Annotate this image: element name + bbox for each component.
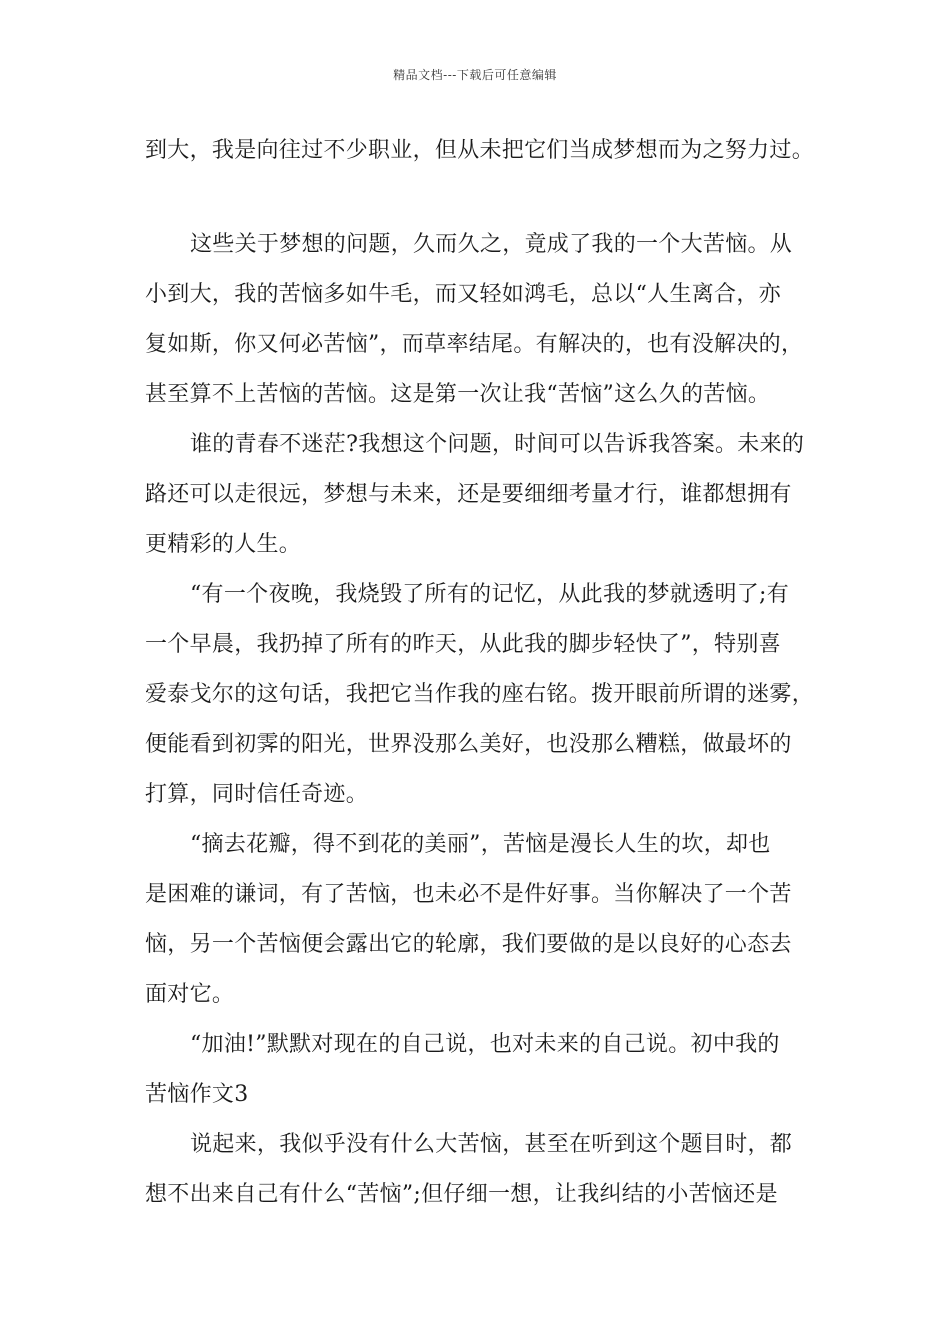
page-header: 精品文档---下载后可任意编辑 bbox=[393, 68, 557, 82]
text-line: 到大，我是向往过不少职业，但从未把它们当成梦想而为之努力过。 bbox=[145, 138, 815, 163]
text-line: 小到大，我的苦恼多如牛毛，而又轻如鸿毛，总以“人生离合，亦 bbox=[145, 282, 781, 307]
text-line: “加油!”默默对现在的自己说，也对未来的自己说。初中我的 bbox=[190, 1032, 780, 1057]
text-line: 爱泰戈尔的这句话，我把它当作我的座右铭。拨开眼前所谓的迷雾， bbox=[145, 682, 815, 707]
text-line: 恼，另一个苦恼便会露出它的轮廓，我们要做的是以良好的心态去 bbox=[145, 932, 792, 957]
text-line: 便能看到初霁的阳光，世界没那么美好，也没那么糟糕，做最坏的 bbox=[145, 732, 792, 757]
text-line: 苦恼作文3 bbox=[145, 1082, 249, 1107]
text-line: “摘去花瓣，得不到花的美丽”，苦恼是漫长人生的坎，却也 bbox=[190, 832, 771, 857]
text-line: 是困难的谦词，有了苦恼，也未必不是件好事。当你解决了一个苦 bbox=[145, 882, 792, 907]
paragraph-gap bbox=[145, 176, 810, 220]
text-line: 路还可以走很远，梦想与未来，还是要细细考量才行，谁都想拥有 bbox=[145, 482, 792, 507]
text-line: 打算，同时信任奇迹。 bbox=[145, 782, 369, 807]
text-line: 这些关于梦想的问题，久而久之，竟成了我的一个大苦恼。从 bbox=[190, 232, 793, 257]
text-line: 甚至算不上苦恼的苦恼。这是第一次让我“苦恼”这么久的苦恼。 bbox=[145, 382, 771, 407]
text-line: “有一个夜晚，我烧毁了所有的记忆，从此我的梦就透明了;有 bbox=[190, 582, 790, 607]
text-line: 复如斯，你又何必苦恼”，而草率结尾。有解决的，也有没解决的， bbox=[145, 332, 804, 357]
text-line: 谁的青春不迷茫?我想这个问题，时间可以告诉我答案。未来的 bbox=[190, 432, 805, 457]
text-line: 更精彩的人生。 bbox=[145, 532, 302, 557]
text-line: 一个早晨，我扔掉了所有的昨天，从此我的脚步轻快了”，特别喜 bbox=[145, 632, 781, 657]
text-line: 面对它。 bbox=[145, 982, 235, 1007]
text-line: 想不出来自己有什么“苦恼”;但仔细一想，让我纠结的小苦恼还是 bbox=[145, 1182, 778, 1207]
document-body bbox=[145, 126, 815, 1220]
text-line: 说起来，我似乎没有什么大苦恼，甚至在听到这个题目时，都 bbox=[190, 1132, 793, 1157]
